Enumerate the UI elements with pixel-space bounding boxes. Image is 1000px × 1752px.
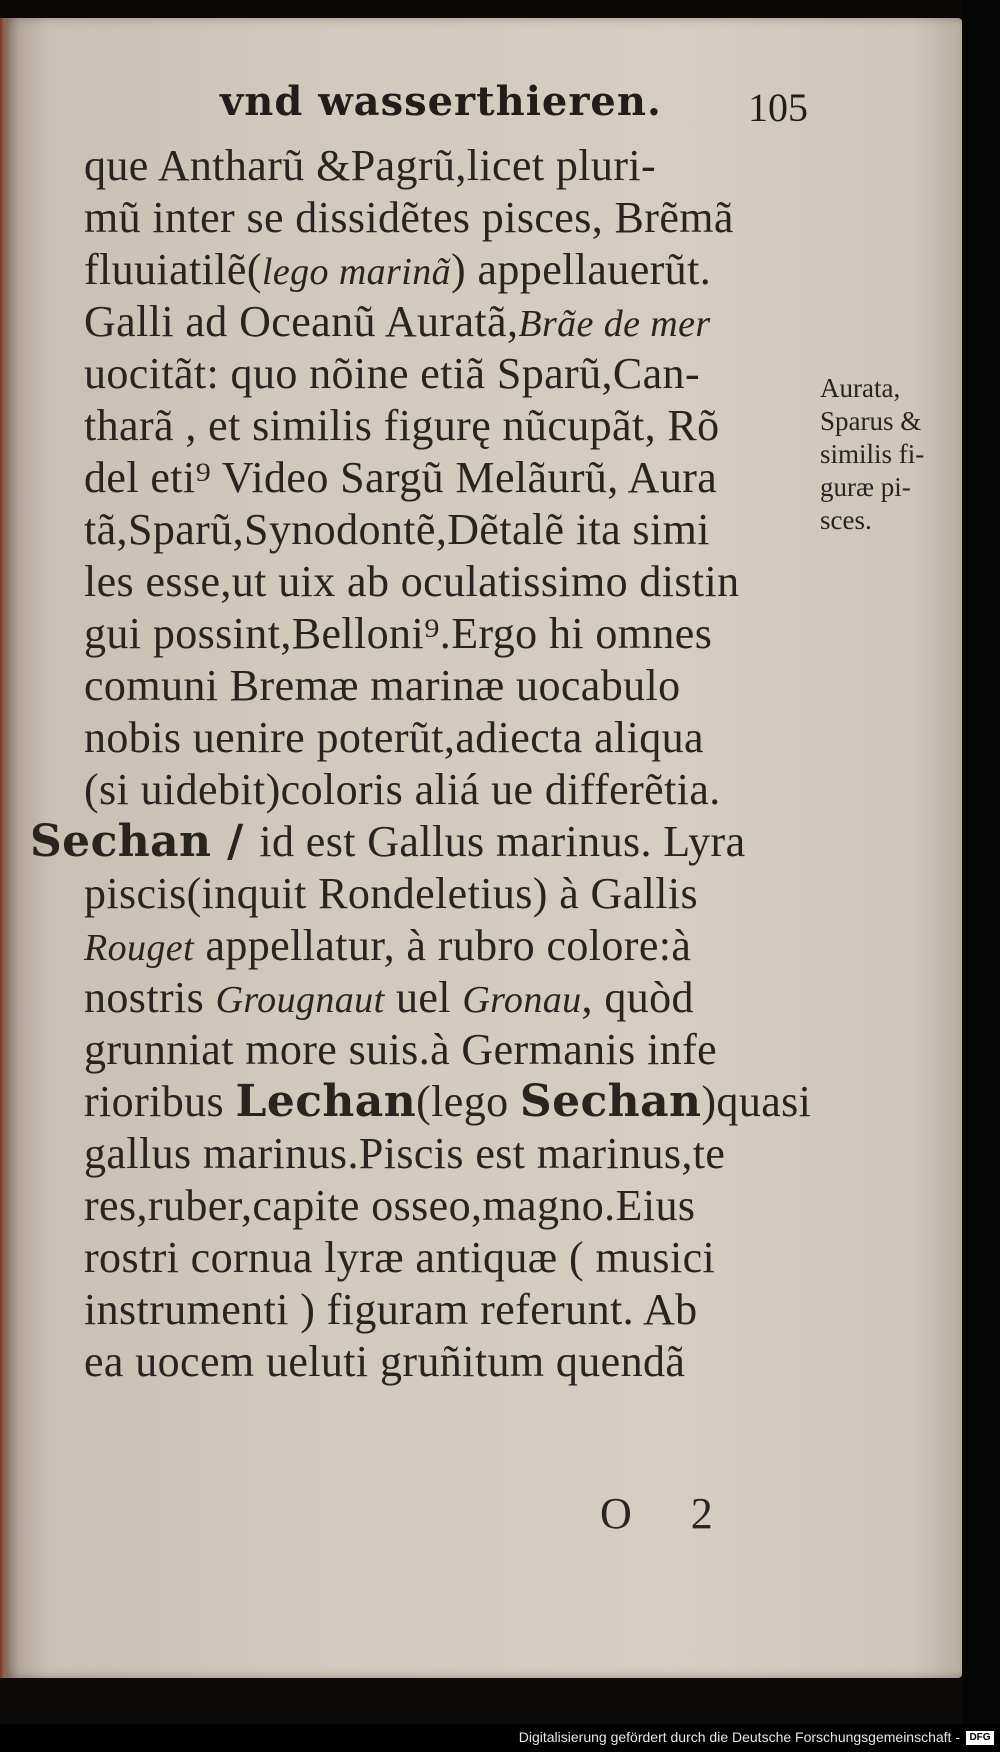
page-number: 105	[748, 85, 808, 130]
text-line: (si uidebit)coloris aliá ue differẽtia.	[84, 765, 721, 814]
dfg-logo: DFG	[966, 1731, 994, 1745]
text-line: Rouget appellatur, à rubro colore:à	[84, 921, 692, 970]
text-line: comuni Bremæ marinæ uocabulo	[84, 661, 681, 710]
text-line: que Antharũ &Pagrũ,licet pluri-	[84, 141, 657, 190]
text-line: tã,Sparũ,Synodontẽ,Dẽtalẽ ita simi	[84, 505, 710, 554]
text-line: del eti⁹ Video Sargũ Melãurũ, Aura	[84, 453, 718, 502]
text-line: Galli ad Oceanũ Auratã,Brãe de mer	[84, 297, 711, 346]
text-line: fluuiatilẽ(lego marinã) appellauerũt.	[84, 245, 712, 294]
text-line: mũ inter se dissidẽtes pisces, Brẽmã	[84, 193, 734, 242]
text-line: piscis(inquit Rondeletius) à Gallis	[84, 869, 699, 918]
running-title: vnd wasserthieren.	[220, 78, 662, 125]
text-line: grunniat more suis.à Germanis infe	[84, 1025, 718, 1074]
text-line: res,ruber,capite osseo,magno.Eius	[84, 1181, 696, 1230]
footer-credit: Digitalisierung gefördert durch die Deutsche Forschungsgemeinschaft -	[518, 1729, 960, 1745]
text-line: tharã , et similis figurę nũcupãt, Rõ	[84, 401, 720, 450]
text-line: nostris Grougnaut uel Gronau, quòd	[84, 973, 694, 1022]
signature-mark: O 2	[600, 1489, 737, 1538]
text-line: instrumenti ) figuram referunt. Ab	[84, 1285, 698, 1334]
margin-note: Aurata, Sparus & similis fi- guræ pi- sces.	[820, 373, 925, 535]
page-binding-edge	[0, 18, 8, 1678]
text-line: rioribus Lechan(lego Sechan)quasi	[84, 1076, 812, 1127]
text-line: Sechan / id est Gallus marinus. Lyra	[30, 816, 746, 867]
text-line: nobis uenire poterũt,adiecta aliqua	[84, 713, 704, 762]
text-line: gui possint,Belloni⁹.Ergo hi omnes	[84, 609, 713, 658]
footer-bar	[0, 1724, 1000, 1752]
text-line: ea uocem ueluti gruñitum quendã	[84, 1337, 686, 1386]
text-line: rostri cornua lyræ antiquæ ( musici	[84, 1233, 716, 1282]
text-line: les esse,ut uix ab oculatissimo distin	[84, 557, 740, 606]
scan-border-right	[962, 0, 1000, 1752]
scan-border-top	[0, 0, 1000, 18]
text-line: uocitãt: quo nõine etiã Sparũ,Can-	[84, 349, 701, 398]
text-line: gallus marinus.Piscis est marinus,te	[84, 1129, 726, 1178]
